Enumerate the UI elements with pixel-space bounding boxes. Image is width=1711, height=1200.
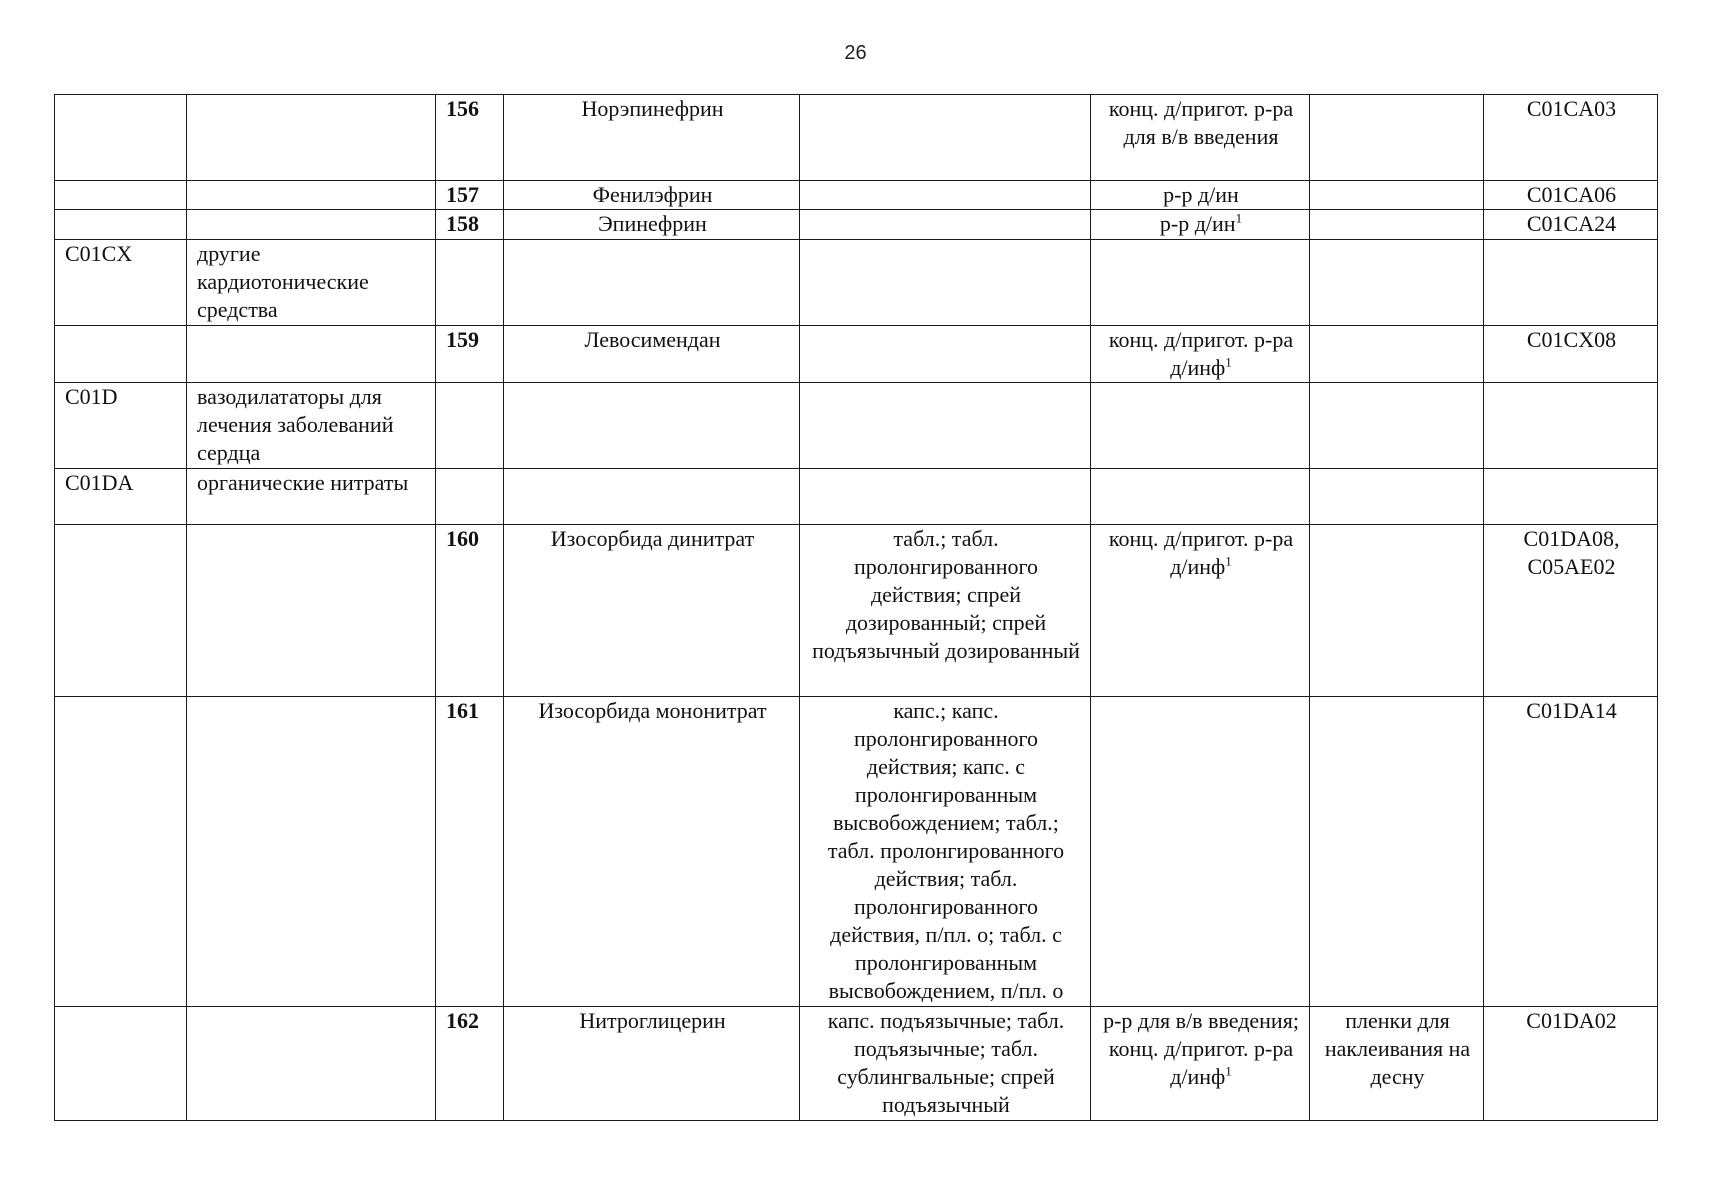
- table-row: [55, 326, 1658, 383]
- dosage-forms-cell: [800, 240, 1091, 326]
- injection-forms-cell: [1091, 383, 1310, 469]
- table-row: [55, 240, 1658, 326]
- atc-drug-code-cell: C01CA06: [1484, 181, 1658, 210]
- other-forms-cell: [1310, 181, 1484, 210]
- other-forms-cell: [1310, 210, 1484, 240]
- injection-forms-cell: р-р для в/в введения; конц. д/пригот. р-ра д/инф$^1$: [1091, 1007, 1310, 1121]
- drug-name-cell: Нитроглицерин: [504, 1007, 800, 1121]
- atc-code-cell: [55, 181, 187, 210]
- atc-code-cell: [55, 326, 187, 383]
- injection-forms-cell: конц. д/пригот. р-ра д/инф$^1$: [1091, 525, 1310, 697]
- table-row: [55, 1007, 1658, 1121]
- table-row: [55, 181, 1658, 210]
- group-name-cell: [187, 1007, 436, 1121]
- item-number-cell: 160: [436, 525, 504, 697]
- drug-name-cell: Изосорбида мононитрат: [504, 697, 800, 1007]
- group-name-cell: [187, 525, 436, 697]
- atc-code-cell: C01D: [55, 383, 187, 469]
- drug-name-cell: Фенилэфрин: [504, 181, 800, 210]
- group-name-cell: [187, 326, 436, 383]
- group-name-cell: органические нитраты: [187, 469, 436, 525]
- other-forms-cell: [1310, 525, 1484, 697]
- item-number-cell: 162: [436, 1007, 504, 1121]
- injection-forms-cell: р-р $д/ин^1$: [1091, 210, 1310, 240]
- atc-drug-code-cell: C01CX08: [1484, 326, 1658, 383]
- drug-name-cell: [504, 383, 800, 469]
- atc-drug-code-cell: C01DA08, C05AE02: [1484, 525, 1658, 697]
- item-number-cell: 159: [436, 326, 504, 383]
- page-number: 26: [844, 42, 867, 64]
- injection-forms-cell: конц. д/пригот. р-ра для в/в введения: [1091, 95, 1310, 181]
- dosage-forms-cell: [800, 95, 1091, 181]
- table-row: [55, 95, 1658, 181]
- dosage-forms-cell: [800, 181, 1091, 210]
- atc-code-cell: C01CX: [55, 240, 187, 326]
- item-number-cell: [436, 240, 504, 326]
- dosage-forms-cell: капс.; капс. пролонгированного действия; капс. с пролонгированным высвобождением; табл.; табл. пролонгированного действия; табл. пролонгированного действия, п/пл. о; табл. с пролонгированным высвобождением, п/пл. о: [800, 697, 1091, 1007]
- item-number-cell: 156: [436, 95, 504, 181]
- other-forms-cell: [1310, 95, 1484, 181]
- table-row: [55, 469, 1658, 525]
- table-row: [55, 525, 1658, 697]
- atc-drug-code-cell: [1484, 240, 1658, 326]
- item-number-cell: [436, 383, 504, 469]
- dosage-forms-cell: капс. подъязычные; табл. подъязычные; табл. сублингвальные; спрей подъязычный: [800, 1007, 1091, 1121]
- group-name-cell: [187, 210, 436, 240]
- drug-name-cell: Эпинефрин: [504, 210, 800, 240]
- group-name-cell: вазодилататоры для лечения заболеваний сердца: [187, 383, 436, 469]
- dosage-forms-cell: [800, 383, 1091, 469]
- atc-drug-code-cell: C01CA24: [1484, 210, 1658, 240]
- table-row: [55, 697, 1658, 1007]
- injection-forms-cell: [1091, 469, 1310, 525]
- injection-forms-cell: р-р д/ин: [1091, 181, 1310, 210]
- item-number-cell: 158: [436, 210, 504, 240]
- injection-forms-cell: конц. д/пригот. р-ра д/инф$^1$: [1091, 326, 1310, 383]
- injection-forms-cell: [1091, 240, 1310, 326]
- atc-code-cell: [55, 697, 187, 1007]
- atc-code-cell: [55, 210, 187, 240]
- other-forms-cell: [1310, 697, 1484, 1007]
- drug-name-cell: Норэпинефрин: [504, 95, 800, 181]
- footnote-marker: 1: [1225, 1063, 1232, 1079]
- dosage-forms-cell: табл.; табл. пролонгированного действия; спрей дозированный; спрей подъязычный дозированный: [800, 525, 1091, 697]
- table-row: [55, 210, 1658, 240]
- atc-code-cell: [55, 1007, 187, 1121]
- other-forms-cell: [1310, 383, 1484, 469]
- group-name-cell: [187, 181, 436, 210]
- drug-name-cell: [504, 469, 800, 525]
- drug-name-cell: Изосорбида динитрат: [504, 525, 800, 697]
- item-number-cell: 161: [436, 697, 504, 1007]
- injection-forms-cell: [1091, 697, 1310, 1007]
- atc-drug-code-cell: C01DA14: [1484, 697, 1658, 1007]
- other-forms-cell: [1310, 469, 1484, 525]
- item-number-cell: [436, 469, 504, 525]
- dosage-forms-cell: [800, 469, 1091, 525]
- item-number-cell: 157: [436, 181, 504, 210]
- drug-name-cell: Левосимендан: [504, 326, 800, 383]
- atc-code-cell: C01DA: [55, 469, 187, 525]
- table-body: [55, 95, 1658, 1121]
- group-name-cell: [187, 697, 436, 1007]
- footnote-marker: 1: [1225, 354, 1232, 370]
- group-name-cell: другие кардиотонические средства: [187, 240, 436, 326]
- atc-drug-code-cell: [1484, 383, 1658, 469]
- dosage-forms-cell: [800, 210, 1091, 240]
- table-row: [55, 383, 1658, 469]
- dosage-forms-cell: [800, 326, 1091, 383]
- drug-name-cell: [504, 240, 800, 326]
- atc-drug-code-cell: C01DA02: [1484, 1007, 1658, 1121]
- footnote-marker: 1: [1235, 210, 1243, 226]
- group-name-cell: [187, 95, 436, 181]
- drug-registry-table: [54, 94, 1658, 1121]
- other-forms-cell: [1310, 240, 1484, 326]
- other-forms-cell: пленки для наклеивания на десну: [1310, 1007, 1484, 1121]
- atc-code-cell: [55, 525, 187, 697]
- atc-drug-code-cell: [1484, 469, 1658, 525]
- footnote-marker: 1: [1225, 553, 1232, 569]
- other-forms-cell: [1310, 326, 1484, 383]
- atc-code-cell: [55, 95, 187, 181]
- atc-drug-code-cell: C01CA03: [1484, 95, 1658, 181]
